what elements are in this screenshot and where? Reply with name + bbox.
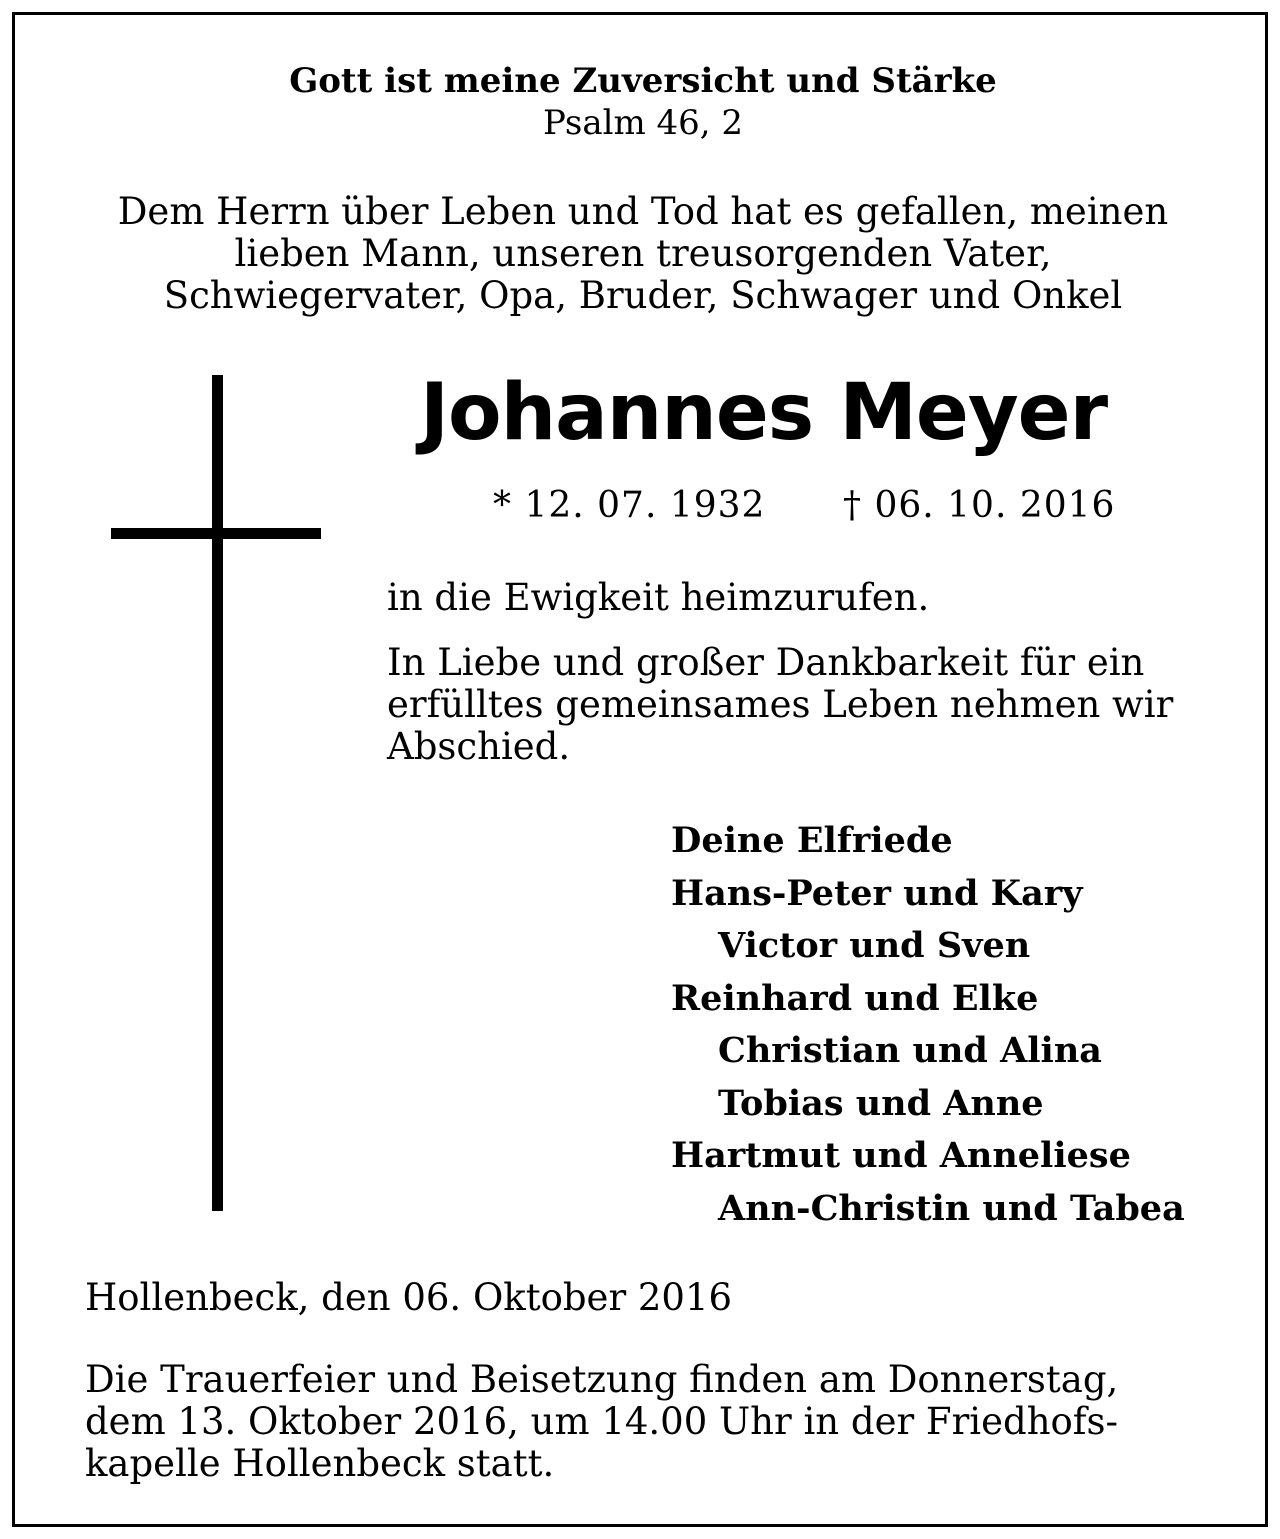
called-home-line: in die Ewigkeit heimzurufen. bbox=[387, 576, 930, 619]
farewell-line: erfülltes gemeinsames Leben nehmen wir bbox=[387, 683, 1174, 726]
mourner-name: Reinhard und Elke bbox=[671, 977, 1039, 1019]
mourner-name: Christian und Alina bbox=[718, 1030, 1102, 1071]
farewell-line: Abschied. bbox=[387, 725, 571, 768]
mourner-name: Ann-Christin und Tabea bbox=[718, 1187, 1185, 1229]
intro-line: Schwiegervater, Opa, Bruder, Schwager und Onkel bbox=[163, 274, 1123, 317]
mourner-name: Hartmut und Anneliese bbox=[671, 1135, 1131, 1176]
mourner-name: Hans-Peter und Kary bbox=[671, 872, 1083, 914]
farewell-line: In Liebe und großer Dankbarkeit für ein bbox=[387, 641, 1145, 684]
mourner-name: Deine Elfriede bbox=[671, 820, 953, 861]
obituary-notice bbox=[12, 12, 1268, 1527]
called-home-text bbox=[387, 577, 1227, 619]
intro-line: lieben Mann, unseren treusorgenden Vater, bbox=[234, 232, 1052, 275]
intro-text bbox=[15, 191, 1271, 317]
cross-icon-horizontal-bar bbox=[111, 528, 321, 539]
farewell-text bbox=[387, 642, 1227, 768]
cross-icon-vertical-bar bbox=[212, 375, 223, 1211]
psalm-reference: Psalm 46, 2 bbox=[542, 103, 744, 143]
service-line: dem 13. Oktober 2016, um 14.00 Uhr in der Friedhofs- bbox=[85, 1400, 1118, 1443]
place-and-date: Hollenbeck, den 06. Oktober 2016 bbox=[85, 1276, 733, 1319]
mourners-list bbox=[671, 815, 1185, 1235]
intro-line: Dem Herrn über Leben und Tod hat es gefallen, meinen bbox=[117, 190, 1169, 233]
mourner-name: Tobias und Anne bbox=[718, 1082, 1044, 1124]
motto: Gott ist meine Zuversicht und Stärke bbox=[289, 61, 997, 101]
death-date: † 06. 10. 2016 bbox=[843, 485, 1116, 526]
mourner-name: Victor und Sven bbox=[718, 925, 1031, 966]
birth-date: * 12. 07. 1932 bbox=[493, 485, 766, 526]
deceased-name: Johannes Meyer bbox=[420, 368, 1108, 458]
service-line: Die Trauerfeier und Beisetzung finden am Donnerstag, bbox=[85, 1358, 1119, 1401]
service-line: kapelle Hollenbeck statt. bbox=[85, 1442, 555, 1485]
funeral-service-info bbox=[85, 1359, 1118, 1485]
